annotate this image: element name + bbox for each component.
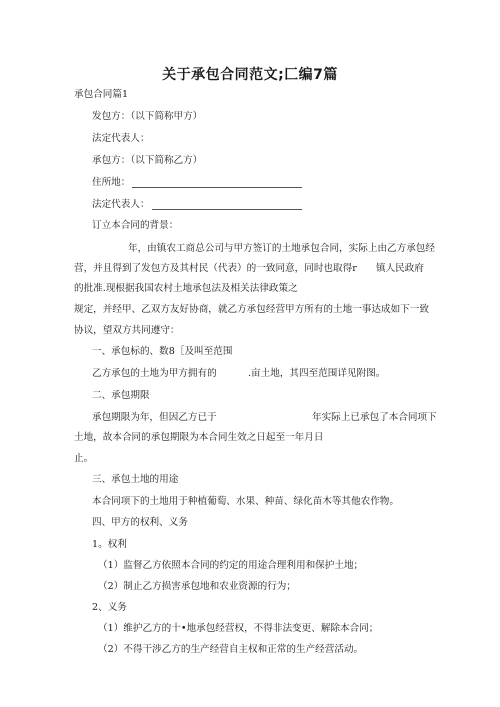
clause-2-line-1b: 年实际上已承包了本合同项下: [312, 412, 437, 423]
duty-item-1: （1）维护乙方的十•地承包经营权，不得非法变更、解除本合同；: [98, 623, 379, 634]
clause-2-line-1a: 承包期限为年，但因乙方已于: [92, 412, 217, 423]
background-line-4: 规定，并经甲、乙双方友好协商，就乙方承包经营甲方所有的土地一事达成如下一致: [74, 304, 429, 315]
clause-3-text: 本合同项下的土地用于种植葡萄、水果、种苗、绿化苗木等其他农作物。: [92, 496, 399, 507]
duty-item-2: （2）不得干涉乙方的生产经营自主权和正常的生产经营活动。: [98, 644, 364, 655]
right-item-2: （2）制止乙方损害承包地和农业资源的行为；: [98, 581, 296, 592]
clause-2-heading: 二、承包期限: [92, 390, 150, 401]
background-line-2a: 营，并且得到了发包方及其村民（代表）的一致同意，同时也取得r: [74, 263, 357, 274]
clause-1-text-a: 乙方承包的土地为甲方拥有的: [92, 368, 217, 379]
address-label: 住所地：: [92, 177, 131, 188]
document-title: 关于承包合同范文;匚编7篇: [162, 67, 338, 83]
clause-1-text-b: .亩土地，其四至范围详见附图。: [248, 368, 386, 379]
clause-4-heading: 四、甲方的权利、义务: [92, 517, 188, 528]
address-fill-line: [132, 187, 302, 188]
background-line-1: 年，由镇农工商总公司与甲方签订的土地承包合同，实际上由乙方承包经: [128, 243, 435, 254]
clause-3-heading: 三、承包土地的用途: [92, 474, 179, 485]
party-a-line: 发包方：（以下简称甲方）: [92, 111, 203, 122]
right-item-1: （1）监督乙方依照本合同的约定的用途合理利用和保护土地；: [98, 560, 364, 571]
rights-heading: 1。权利: [92, 539, 127, 550]
party-b-line: 承包方：（以下简称乙方）: [92, 155, 203, 166]
section-heading: 承包合同篇1: [74, 89, 129, 100]
clause-1-heading: 一、承包标的、数8［及叫至范围: [92, 346, 233, 357]
legal-rep-line-1: 法定代表人：: [92, 133, 150, 144]
background-line-2b: 镇人民政府: [376, 263, 424, 274]
legal-rep-fill-line: [152, 209, 302, 210]
duties-heading: 2、义务: [92, 602, 127, 613]
clause-2-line-3: 止。: [74, 453, 94, 464]
legal-rep-label-2: 法定代表人：: [92, 199, 150, 210]
background-line-3: 的批准.现根据我国农村土地承包法及相关法律政策之: [74, 283, 298, 294]
background-heading: 订立本合同的背景：: [92, 220, 179, 231]
clause-2-line-2: 土地，故本合同的承包期限为本合同生效之日起至一年月日: [74, 432, 324, 443]
background-line-5: 协议，望双方共同遵守：: [74, 325, 180, 336]
